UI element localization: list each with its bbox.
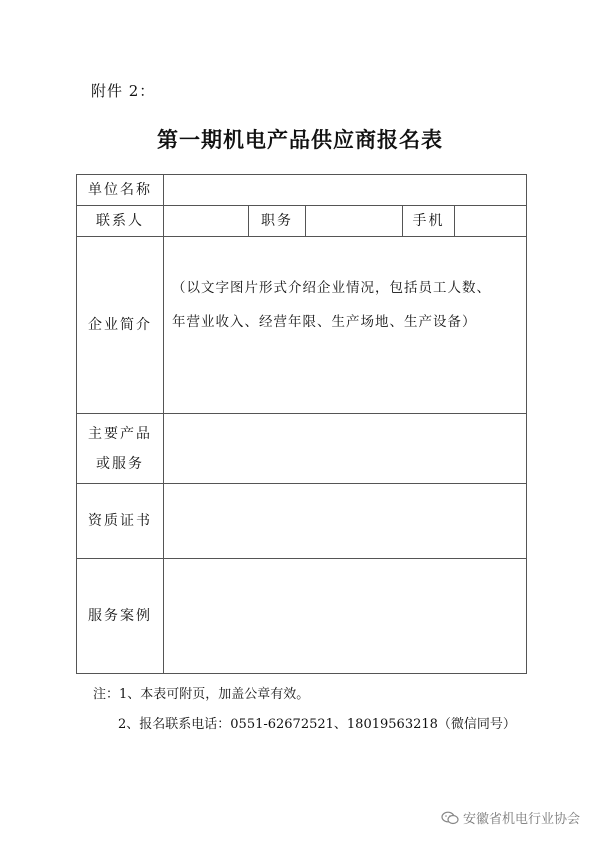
intro-hint-line1: （以文字图片形式介绍企业情况，包括员工人数、 bbox=[172, 280, 491, 296]
contact-label: 联系人 bbox=[77, 206, 164, 237]
products-label-line1: 主要产品 bbox=[88, 425, 152, 442]
cases-label: 服务案例 bbox=[77, 559, 164, 674]
contact-field[interactable] bbox=[164, 206, 249, 237]
phone-label: 手机 bbox=[403, 206, 455, 237]
notes bbox=[93, 680, 516, 740]
watermark-text: 安徽省机电行业协会 bbox=[462, 812, 580, 827]
products-label-line2: 或服务 bbox=[96, 455, 144, 472]
intro-field[interactable] bbox=[164, 237, 527, 414]
cert-label: 资质证书 bbox=[77, 484, 164, 559]
intro-hint-line2: 年营业收入、经营年限、生产场地、生产设备） bbox=[172, 314, 477, 330]
note-1: 注：1、本表可附页，加盖公章有效。 bbox=[93, 687, 310, 702]
products-label bbox=[77, 414, 164, 484]
watermark bbox=[441, 808, 580, 827]
note-2: 2、报名联系电话：0551-62672521、18019563218（微信同号） bbox=[118, 717, 516, 732]
attachment-label: 附件 2： bbox=[91, 82, 156, 100]
cases-field[interactable] bbox=[164, 559, 527, 674]
registration-form bbox=[76, 174, 527, 674]
row-contact bbox=[77, 206, 527, 237]
intro-hint bbox=[164, 237, 526, 339]
row-intro bbox=[77, 237, 527, 414]
phone-field[interactable] bbox=[455, 206, 527, 237]
unit-name-field[interactable] bbox=[164, 175, 527, 206]
row-cert bbox=[77, 484, 527, 559]
unit-name-label: 单位名称 bbox=[77, 175, 164, 206]
intro-label: 企业简介 bbox=[77, 237, 164, 414]
wechat-icon bbox=[441, 811, 459, 825]
position-field[interactable] bbox=[306, 206, 403, 237]
products-field[interactable] bbox=[164, 414, 527, 484]
page-title: 第一期机电产品供应商报名表 bbox=[157, 127, 443, 152]
row-products bbox=[77, 414, 527, 484]
row-unit-name bbox=[77, 175, 527, 206]
cert-field[interactable] bbox=[164, 484, 527, 559]
row-cases bbox=[77, 559, 527, 674]
position-label: 职务 bbox=[249, 206, 306, 237]
